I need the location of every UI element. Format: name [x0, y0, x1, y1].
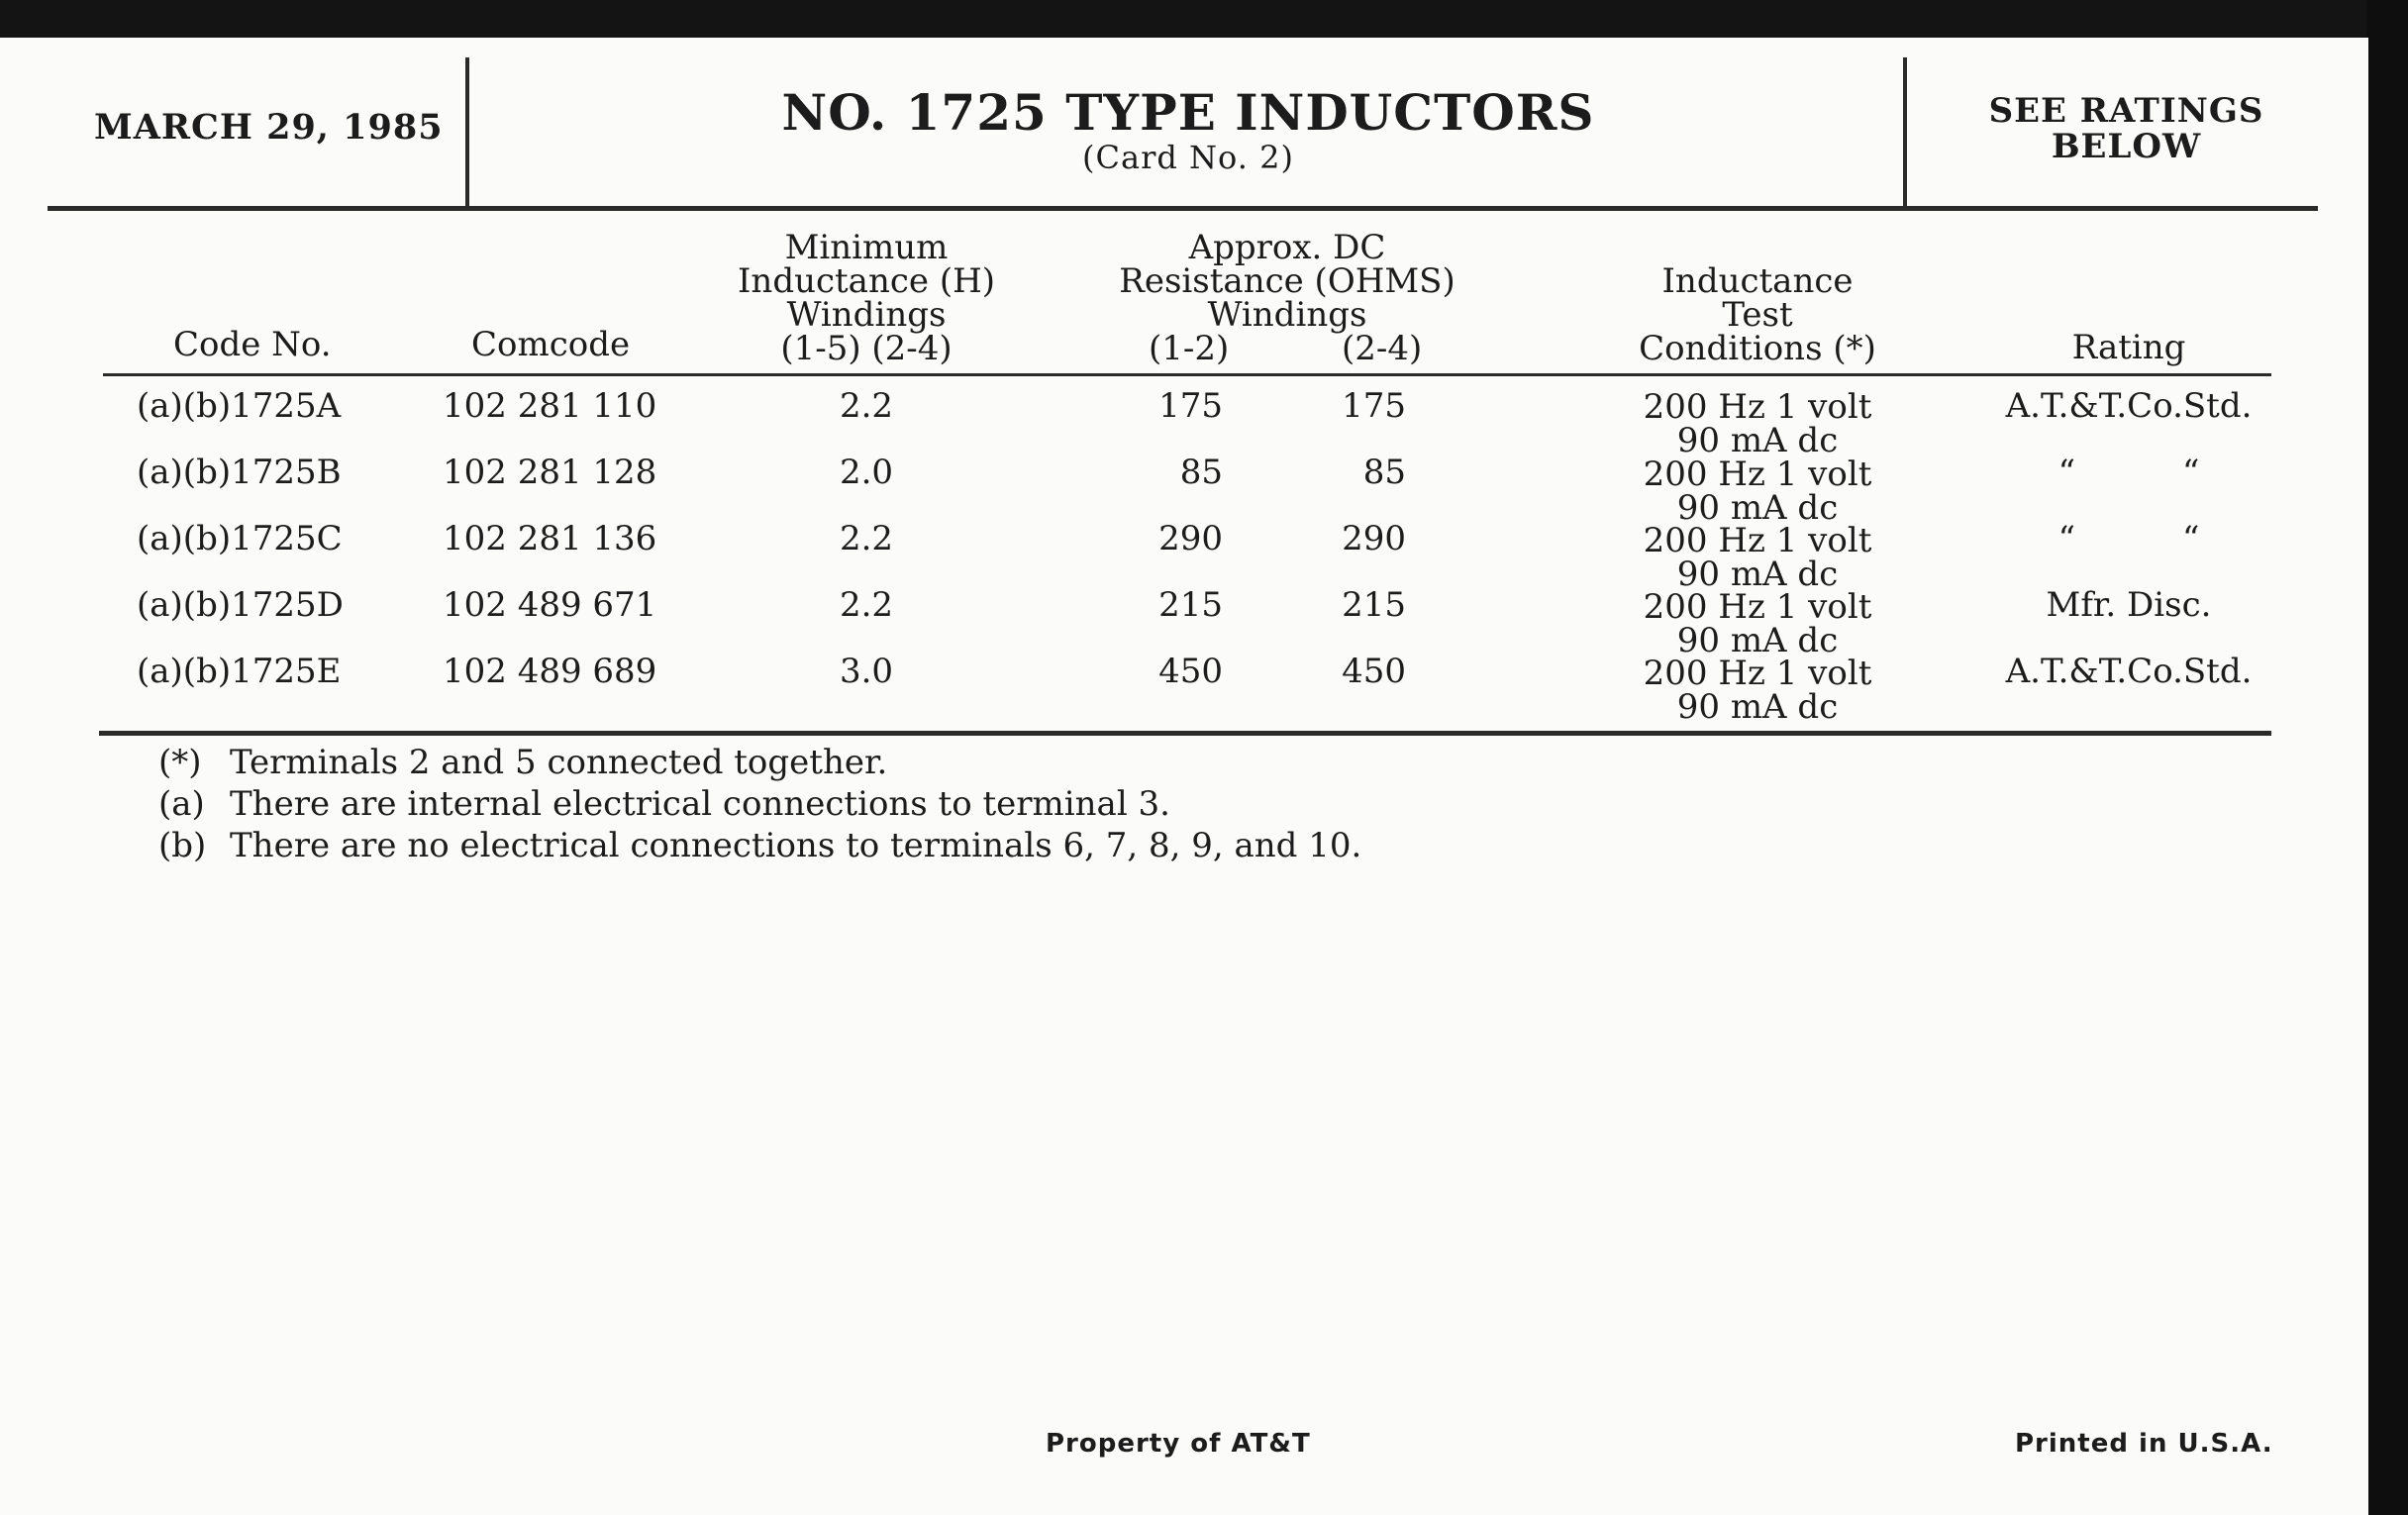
cell-test-line2: 90 mA dc	[1676, 687, 1839, 727]
cell-code: (a)(b)1725B	[137, 453, 342, 492]
cell-test-conditions	[1609, 521, 1906, 594]
cell-resistance-w24: 450	[1342, 652, 1406, 691]
cell-test-line2: 90 mA dc	[1676, 421, 1839, 460]
cell-comcode: 102 281 136	[443, 519, 657, 558]
cell-inductance: 2.2	[839, 386, 894, 426]
cell-code: (a)(b)1725E	[137, 652, 342, 691]
cell-test-conditions	[1609, 387, 1906, 460]
col-inductance-heading	[693, 228, 1040, 368]
header-rule	[48, 206, 2318, 211]
col-test-line1: Inductance	[1661, 261, 1854, 301]
col-test-line2: Test	[1722, 295, 1793, 335]
col-resistance-w12: (1-2)	[1149, 329, 1230, 368]
cell-resistance-w24: 175	[1342, 386, 1406, 426]
cell-rating: Mfr. Disc.	[2046, 585, 2212, 625]
cell-comcode: 102 489 671	[443, 585, 657, 625]
cell-resistance-w24: 290	[1342, 519, 1406, 558]
footnote-mark: (b)	[158, 826, 207, 865]
col-rating-heading: Rating	[2071, 328, 2186, 367]
cell-test-conditions	[1609, 654, 1906, 727]
cell-rating: A.T.&T.Co.Std.	[2005, 386, 2253, 426]
cell-inductance: 2.2	[839, 585, 894, 625]
card-date: MARCH 29, 1985	[94, 107, 444, 148]
col-inductance-line4: (1-5) (2-4)	[780, 329, 953, 368]
ratings-note-line2: BELOW	[2051, 127, 2202, 166]
col-resistance-line3: Windings	[1207, 295, 1367, 335]
cell-resistance-w12: 85	[1179, 453, 1223, 492]
col-resistance-w24: (2-4)	[1342, 329, 1423, 368]
col-inductance-line3: Windings	[786, 295, 947, 335]
cell-resistance-w12: 175	[1158, 386, 1223, 426]
col-resistance-line1: Approx. DC	[1188, 228, 1386, 267]
footnote	[158, 826, 1361, 865]
footer-property: Property of AT&T	[1046, 1429, 1311, 1459]
cell-rating: A.T.&T.Co.Std.	[2005, 652, 2253, 691]
col-inductance-line2: Inductance (H)	[737, 261, 995, 301]
footnote-text: Terminals 2 and 5 connected together.	[230, 743, 888, 782]
footnote-mark: (*)	[158, 743, 202, 782]
cell-resistance-w12: 290	[1158, 519, 1223, 558]
scan-right-border	[2366, 0, 2408, 1515]
cell-rating: “ “	[2057, 519, 2200, 558]
ratings-note-line1: SEE RATINGS	[1988, 91, 2264, 131]
card-title: NO. 1725 TYPE INDUCTORS	[781, 83, 1595, 142]
cell-inductance: 2.2	[839, 519, 894, 558]
col-test-line3: Conditions (*)	[1639, 329, 1876, 368]
column-heading-rule	[103, 373, 2271, 376]
cell-code: (a)(b)1725D	[137, 585, 344, 625]
cell-resistance-w12: 215	[1158, 585, 1223, 625]
col-test-heading	[1609, 261, 1906, 368]
cell-test-line1: 200 Hz 1 volt	[1643, 521, 1872, 560]
cell-resistance-w24: 85	[1362, 453, 1406, 492]
cell-test-line2: 90 mA dc	[1676, 555, 1839, 594]
cell-test-line1: 200 Hz 1 volt	[1643, 454, 1872, 494]
cell-test-line1: 200 Hz 1 volt	[1643, 587, 1872, 627]
cell-test-line1: 200 Hz 1 volt	[1643, 387, 1872, 427]
footnote	[158, 743, 887, 782]
cell-rating: “ “	[2057, 453, 2200, 492]
inductor-card	[0, 38, 2368, 1515]
scan-top-border	[0, 0, 2408, 40]
cell-comcode: 102 281 110	[443, 386, 657, 426]
footnote-mark: (a)	[158, 784, 205, 824]
footnote-text: There are no electrical connections to terminals 6, 7, 8, 9, and 10.	[230, 826, 1362, 865]
cell-test-line2: 90 mA dc	[1676, 488, 1839, 528]
cell-test-conditions	[1609, 454, 1906, 528]
cell-comcode: 102 281 128	[443, 453, 657, 492]
cell-test-conditions	[1609, 587, 1906, 660]
cell-resistance-w12: 450	[1158, 652, 1223, 691]
col-comcode-heading: Comcode	[471, 325, 631, 364]
col-code-heading: Code No.	[173, 325, 332, 364]
ratings-note	[1906, 93, 2347, 164]
col-resistance-line2: Resistance (OHMS)	[1119, 261, 1455, 301]
cell-inductance: 3.0	[839, 652, 894, 691]
cell-inductance: 2.0	[839, 453, 894, 492]
col-inductance-line1: Minimum	[784, 228, 949, 267]
cell-code: (a)(b)1725C	[137, 519, 343, 558]
table-bottom-rule	[99, 731, 2271, 736]
col-resistance-heading	[1089, 228, 1485, 335]
cell-test-line2: 90 mA dc	[1676, 621, 1839, 660]
footnote-text: There are internal electrical connections to terminal 3.	[230, 784, 1170, 824]
cell-code: (a)(b)1725A	[137, 386, 342, 426]
cell-resistance-w24: 215	[1342, 585, 1406, 625]
cell-test-line1: 200 Hz 1 volt	[1643, 654, 1872, 693]
footer-printed: Printed in U.S.A.	[2015, 1429, 2273, 1459]
footnote	[158, 784, 1170, 824]
cell-comcode: 102 489 689	[443, 652, 657, 691]
card-subtitle: (Card No. 2)	[1082, 139, 1294, 176]
